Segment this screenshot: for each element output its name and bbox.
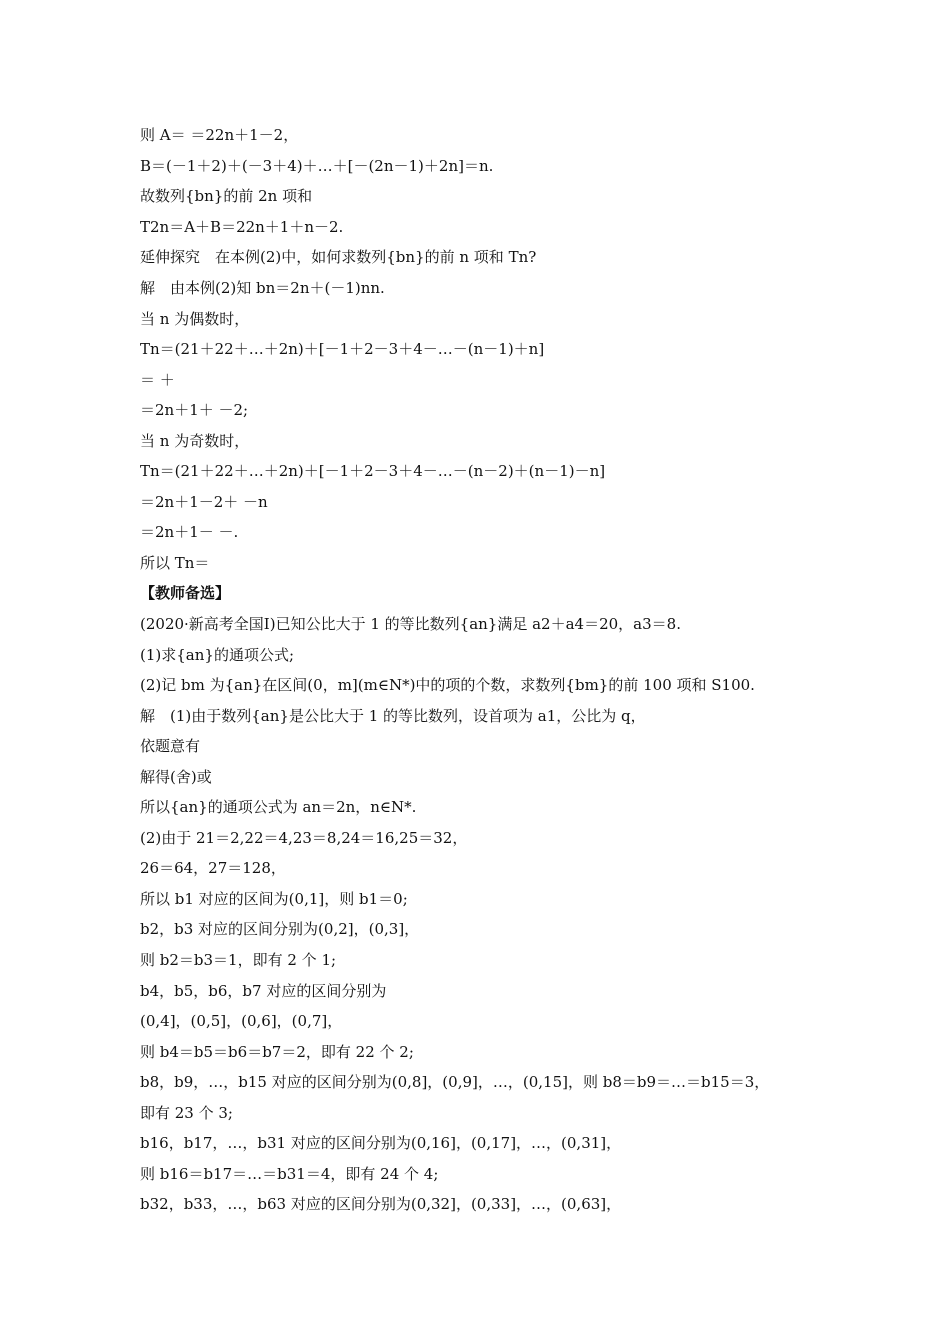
text-line: 所以{an}的通项公式为 an＝2n，n∈N*. (140, 798, 417, 816)
text-line: (1)求{an}的通项公式; (140, 646, 294, 664)
text-line: ＝2n＋1－2＋ －n (140, 493, 268, 511)
text-line: 26＝64，27＝128， (140, 859, 286, 877)
text-line: ＝2n＋1－ －. (140, 523, 239, 541)
text-line: b4，b5，b6，b7 对应的区间分别为 (140, 982, 387, 1000)
text-line: b32，b33，…，b63 对应的区间分别为(0,32]，(0,33]，…，(0,63]， (140, 1195, 622, 1213)
text-line: 当 n 为偶数时， (140, 310, 250, 328)
text-line: (0,4]，(0,5]，(0,6]，(0,7]， (140, 1012, 343, 1030)
text-line: (2020·新高考全国Ⅰ)已知公比大于 1 的等比数列{an}满足 a2＋a4＝20，a3＝8. (140, 615, 681, 633)
text-line: (2)记 bm 为{an}在区间(0，m](m∈N*)中的项的个数，求数列{bm}的前 100 项和 S100. (140, 676, 755, 694)
text-line: 故数列{bn}的前 2n 项和 (140, 187, 313, 205)
text-line: 解 由本例(2)知 bn＝2n＋(－1)nn. (140, 279, 385, 297)
text-line: 当 n 为奇数时， (140, 432, 250, 450)
section-heading: 延伸探究 在本例(2)中，如何求数列{bn}的前 n 项和 Tn? (140, 248, 537, 266)
text-line: b2，b3 对应的区间分别为(0,2]，(0,3]， (140, 920, 420, 938)
text-line: (2)由于 21＝2,22＝4,23＝8,24＝16,25＝32， (140, 829, 468, 847)
text-line: 所以 Tn＝ (140, 554, 210, 572)
text-line: 则 b16＝b17＝…＝b31＝4，即有 24 个 4; (140, 1165, 439, 1183)
text-line: 则 b2＝b3＝1，即有 2 个 1; (140, 951, 337, 969)
text-line: b8，b9，…，b15 对应的区间分别为(0,8]，(0,9]，…，(0,15]，则 b8＝b9＝…＝b15＝3， (140, 1073, 770, 1091)
text-line: 依题意有 (140, 737, 201, 755)
text-line: b16，b17，…，b31 对应的区间分别为(0,16]，(0,17]，…，(0,31]， (140, 1134, 622, 1152)
text-line: 则 A＝ ＝22n＋1－2， (140, 126, 299, 144)
teacher-section-heading: 【教师备选】 (140, 584, 231, 602)
text-line: 即有 23 个 3; (140, 1104, 233, 1122)
text-line: T2n＝A＋B＝22n＋1＋n－2. (140, 218, 344, 236)
text-line: ＝2n＋1＋ －2; (140, 401, 249, 419)
text-line: B＝(－1＋2)＋(－3＋4)＋…＋[－(2n－1)＋2n]＝n. (140, 157, 494, 175)
text-line: ＝ ＋ (140, 371, 175, 389)
text-line: Tn＝(21＋22＋…＋2n)＋[－1＋2－3＋4－…－(n－1)＋n] (140, 340, 545, 358)
text-line: 所以 b1 对应的区间为(0,1]，则 b1＝0; (140, 890, 408, 908)
text-line: 则 b4＝b5＝b6＝b7＝2，即有 22 个 2; (140, 1043, 414, 1061)
text-line: 解 (1)由于数列{an}是公比大于 1 的等比数列，设首项为 a1，公比为 q， (140, 707, 646, 725)
text-line: 解得(舍)或 (140, 768, 212, 786)
text-line: Tn＝(21＋22＋…＋2n)＋[－1＋2－3＋4－…－(n－2)＋(n－1)－n] (140, 462, 606, 480)
